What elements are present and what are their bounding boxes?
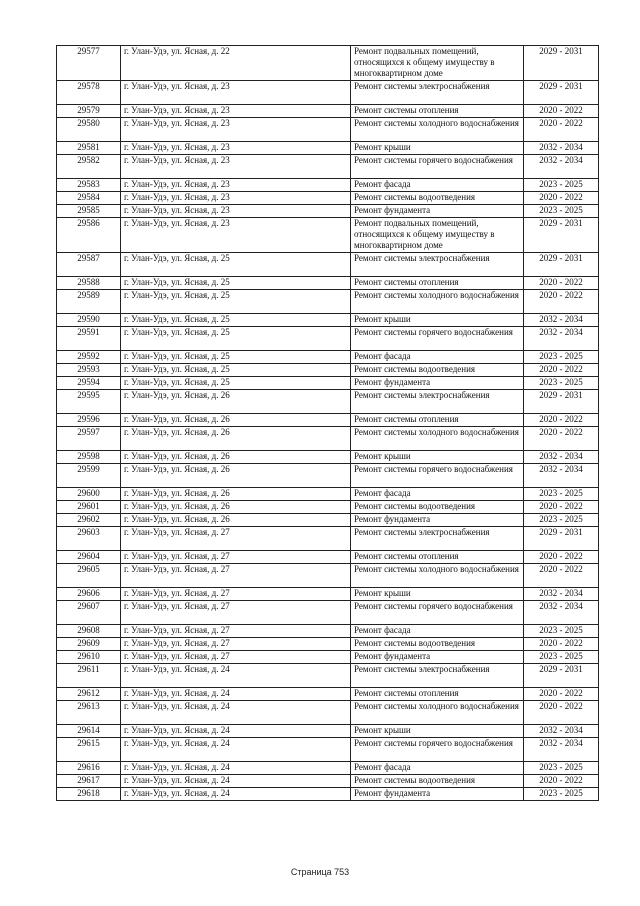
- work-type-cell: Ремонт системы холодного водоснабжения: [351, 427, 524, 451]
- address-cell: г. Улан-Удэ, ул. Ясная, д. 24: [121, 775, 351, 788]
- table-row: [57, 451, 599, 464]
- work-type-cell: Ремонт крыши: [351, 314, 524, 327]
- work-type-cell: Ремонт системы горячего водоснабжения: [351, 738, 524, 762]
- period-cell: 2023 - 2025: [524, 514, 599, 527]
- period-cell: 2032 - 2034: [524, 142, 599, 155]
- work-type-cell: Ремонт системы водоотведения: [351, 501, 524, 514]
- period-cell: 2020 - 2022: [524, 688, 599, 701]
- work-type-cell: Ремонт фасада: [351, 351, 524, 364]
- address-cell: г. Улан-Удэ, ул. Ясная, д. 23: [121, 155, 351, 179]
- table-row: [57, 327, 599, 351]
- table-row: [57, 601, 599, 625]
- table-row: [57, 105, 599, 118]
- table-row: [57, 738, 599, 762]
- row-number-cell: 29603: [57, 527, 121, 551]
- table-row: [57, 527, 599, 551]
- row-number-cell: 29618: [57, 788, 121, 801]
- period-cell: 2029 - 2031: [524, 81, 599, 105]
- table-row: [57, 377, 599, 390]
- work-type-cell: Ремонт фундамента: [351, 205, 524, 218]
- address-cell: г. Улан-Удэ, ул. Ясная, д. 23: [121, 81, 351, 105]
- table-row: [57, 788, 599, 801]
- row-number-cell: 29592: [57, 351, 121, 364]
- table-row: [57, 488, 599, 501]
- address-cell: г. Улан-Удэ, ул. Ясная, д. 23: [121, 179, 351, 192]
- period-cell: 2029 - 2031: [524, 46, 599, 81]
- row-number-cell: 29608: [57, 625, 121, 638]
- address-cell: г. Улан-Удэ, ул. Ясная, д. 24: [121, 788, 351, 801]
- table-row: [57, 762, 599, 775]
- table-row: [57, 118, 599, 142]
- address-cell: г. Улан-Удэ, ул. Ясная, д. 27: [121, 588, 351, 601]
- work-type-cell: Ремонт фасада: [351, 762, 524, 775]
- table-row: [57, 155, 599, 179]
- period-cell: 2023 - 2025: [524, 179, 599, 192]
- period-cell: 2032 - 2034: [524, 464, 599, 488]
- table-body: [57, 46, 599, 801]
- period-cell: 2023 - 2025: [524, 377, 599, 390]
- row-number-cell: 29607: [57, 601, 121, 625]
- address-cell: г. Улан-Удэ, ул. Ясная, д. 25: [121, 277, 351, 290]
- period-cell: 2032 - 2034: [524, 327, 599, 351]
- row-number-cell: 29581: [57, 142, 121, 155]
- table-row: [57, 314, 599, 327]
- period-cell: 2032 - 2034: [524, 155, 599, 179]
- table-row: [57, 205, 599, 218]
- period-cell: 2023 - 2025: [524, 651, 599, 664]
- table-row: [57, 253, 599, 277]
- period-cell: 2020 - 2022: [524, 564, 599, 588]
- address-cell: г. Улан-Удэ, ул. Ясная, д. 26: [121, 451, 351, 464]
- row-number-cell: 29594: [57, 377, 121, 390]
- address-cell: г. Улан-Удэ, ул. Ясная, д. 25: [121, 364, 351, 377]
- address-cell: г. Улан-Удэ, ул. Ясная, д. 24: [121, 725, 351, 738]
- period-cell: 2020 - 2022: [524, 701, 599, 725]
- period-cell: 2020 - 2022: [524, 775, 599, 788]
- address-cell: г. Улан-Удэ, ул. Ясная, д. 24: [121, 701, 351, 725]
- address-cell: г. Улан-Удэ, ул. Ясная, д. 24: [121, 688, 351, 701]
- period-cell: 2023 - 2025: [524, 205, 599, 218]
- table-row: [57, 46, 599, 81]
- address-cell: г. Улан-Удэ, ул. Ясная, д. 25: [121, 377, 351, 390]
- period-cell: 2023 - 2025: [524, 351, 599, 364]
- table-row: [57, 625, 599, 638]
- period-cell: 2029 - 2031: [524, 253, 599, 277]
- row-number-cell: 29606: [57, 588, 121, 601]
- table-row: [57, 588, 599, 601]
- table-row: [57, 551, 599, 564]
- work-type-cell: Ремонт подвальных помещений, относящихся к общему имуществу в многоквартирном доме: [351, 46, 524, 81]
- work-type-cell: Ремонт фасада: [351, 179, 524, 192]
- period-cell: 2029 - 2031: [524, 218, 599, 253]
- repair-schedule-table: [56, 45, 599, 801]
- address-cell: г. Улан-Удэ, ул. Ясная, д. 27: [121, 601, 351, 625]
- row-number-cell: 29588: [57, 277, 121, 290]
- table-row: [57, 142, 599, 155]
- table-row: [57, 701, 599, 725]
- address-cell: г. Улан-Удэ, ул. Ясная, д. 27: [121, 527, 351, 551]
- work-type-cell: Ремонт системы водоотведения: [351, 364, 524, 377]
- address-cell: г. Улан-Удэ, ул. Ясная, д. 27: [121, 551, 351, 564]
- table-row: [57, 218, 599, 253]
- row-number-cell: 29580: [57, 118, 121, 142]
- address-cell: г. Улан-Удэ, ул. Ясная, д. 26: [121, 414, 351, 427]
- table-row: [57, 364, 599, 377]
- table-row: [57, 290, 599, 314]
- period-cell: 2032 - 2034: [524, 451, 599, 464]
- address-cell: г. Улан-Удэ, ул. Ясная, д. 27: [121, 564, 351, 588]
- address-cell: г. Улан-Удэ, ул. Ясная, д. 26: [121, 488, 351, 501]
- period-cell: 2032 - 2034: [524, 314, 599, 327]
- row-number-cell: 29612: [57, 688, 121, 701]
- row-number-cell: 29617: [57, 775, 121, 788]
- table-row: [57, 664, 599, 688]
- address-cell: г. Улан-Удэ, ул. Ясная, д. 23: [121, 192, 351, 205]
- row-number-cell: 29579: [57, 105, 121, 118]
- table-row: [57, 501, 599, 514]
- page-number: Страница 753: [290, 867, 350, 877]
- work-type-cell: Ремонт фундамента: [351, 651, 524, 664]
- row-number-cell: 29593: [57, 364, 121, 377]
- address-cell: г. Улан-Удэ, ул. Ясная, д. 25: [121, 290, 351, 314]
- address-cell: г. Улан-Удэ, ул. Ясная, д. 25: [121, 314, 351, 327]
- row-number-cell: 29605: [57, 564, 121, 588]
- address-cell: г. Улан-Удэ, ул. Ясная, д. 24: [121, 762, 351, 775]
- period-cell: 2020 - 2022: [524, 364, 599, 377]
- work-type-cell: Ремонт крыши: [351, 142, 524, 155]
- work-type-cell: Ремонт системы электроснабжения: [351, 253, 524, 277]
- period-cell: 2020 - 2022: [524, 427, 599, 451]
- row-number-cell: 29600: [57, 488, 121, 501]
- address-cell: г. Улан-Удэ, ул. Ясная, д. 23: [121, 218, 351, 253]
- work-type-cell: Ремонт системы отопления: [351, 277, 524, 290]
- address-cell: г. Улан-Удэ, ул. Ясная, д. 27: [121, 625, 351, 638]
- period-cell: 2023 - 2025: [524, 762, 599, 775]
- work-type-cell: Ремонт системы электроснабжения: [351, 81, 524, 105]
- row-number-cell: 29602: [57, 514, 121, 527]
- address-cell: г. Улан-Удэ, ул. Ясная, д. 23: [121, 118, 351, 142]
- row-number-cell: 29615: [57, 738, 121, 762]
- row-number-cell: 29616: [57, 762, 121, 775]
- work-type-cell: Ремонт крыши: [351, 588, 524, 601]
- address-cell: г. Улан-Удэ, ул. Ясная, д. 26: [121, 514, 351, 527]
- table-row: [57, 725, 599, 738]
- row-number-cell: 29596: [57, 414, 121, 427]
- work-type-cell: Ремонт системы холодного водоснабжения: [351, 564, 524, 588]
- row-number-cell: 29590: [57, 314, 121, 327]
- period-cell: 2020 - 2022: [524, 105, 599, 118]
- work-type-cell: Ремонт фундамента: [351, 377, 524, 390]
- address-cell: г. Улан-Удэ, ул. Ясная, д. 26: [121, 427, 351, 451]
- work-type-cell: Ремонт системы отопления: [351, 551, 524, 564]
- period-cell: 2029 - 2031: [524, 390, 599, 414]
- row-number-cell: 29591: [57, 327, 121, 351]
- row-number-cell: 29585: [57, 205, 121, 218]
- row-number-cell: 29611: [57, 664, 121, 688]
- period-cell: 2020 - 2022: [524, 118, 599, 142]
- address-cell: г. Улан-Удэ, ул. Ясная, д. 26: [121, 390, 351, 414]
- work-type-cell: Ремонт системы холодного водоснабжения: [351, 290, 524, 314]
- row-number-cell: 29613: [57, 701, 121, 725]
- row-number-cell: 29586: [57, 218, 121, 253]
- period-cell: 2020 - 2022: [524, 638, 599, 651]
- address-cell: г. Улан-Удэ, ул. Ясная, д. 27: [121, 651, 351, 664]
- table-row: [57, 81, 599, 105]
- work-type-cell: Ремонт системы холодного водоснабжения: [351, 701, 524, 725]
- period-cell: 2029 - 2031: [524, 527, 599, 551]
- period-cell: 2032 - 2034: [524, 725, 599, 738]
- row-number-cell: 29599: [57, 464, 121, 488]
- work-type-cell: Ремонт системы горячего водоснабжения: [351, 601, 524, 625]
- row-number-cell: 29582: [57, 155, 121, 179]
- address-cell: г. Улан-Удэ, ул. Ясная, д. 23: [121, 142, 351, 155]
- work-type-cell: Ремонт фундамента: [351, 788, 524, 801]
- period-cell: 2020 - 2022: [524, 551, 599, 564]
- table-row: [57, 277, 599, 290]
- work-type-cell: Ремонт крыши: [351, 725, 524, 738]
- table-row: [57, 651, 599, 664]
- address-cell: г. Улан-Удэ, ул. Ясная, д. 23: [121, 105, 351, 118]
- period-cell: 2032 - 2034: [524, 588, 599, 601]
- row-number-cell: 29589: [57, 290, 121, 314]
- row-number-cell: 29609: [57, 638, 121, 651]
- table-row: [57, 390, 599, 414]
- address-cell: г. Улан-Удэ, ул. Ясная, д. 22: [121, 46, 351, 81]
- table-row: [57, 638, 599, 651]
- work-type-cell: Ремонт системы отопления: [351, 105, 524, 118]
- table-row: [57, 414, 599, 427]
- work-type-cell: Ремонт системы отопления: [351, 688, 524, 701]
- table-row: [57, 775, 599, 788]
- row-number-cell: 29614: [57, 725, 121, 738]
- table-row: [57, 179, 599, 192]
- address-cell: г. Улан-Удэ, ул. Ясная, д. 24: [121, 738, 351, 762]
- address-cell: г. Улан-Удэ, ул. Ясная, д. 25: [121, 327, 351, 351]
- address-cell: г. Улан-Удэ, ул. Ясная, д. 24: [121, 664, 351, 688]
- address-cell: г. Улан-Удэ, ул. Ясная, д. 25: [121, 351, 351, 364]
- work-type-cell: Ремонт подвальных помещений, относящихся к общему имуществу в многоквартирном доме: [351, 218, 524, 253]
- work-type-cell: Ремонт системы электроснабжения: [351, 527, 524, 551]
- address-cell: г. Улан-Удэ, ул. Ясная, д. 26: [121, 501, 351, 514]
- period-cell: 2020 - 2022: [524, 414, 599, 427]
- table-row: [57, 192, 599, 205]
- table-row: [57, 688, 599, 701]
- period-cell: 2020 - 2022: [524, 192, 599, 205]
- row-number-cell: 29601: [57, 501, 121, 514]
- table-row: [57, 564, 599, 588]
- row-number-cell: 29595: [57, 390, 121, 414]
- work-type-cell: Ремонт системы водоотведения: [351, 192, 524, 205]
- row-number-cell: 29587: [57, 253, 121, 277]
- work-type-cell: Ремонт системы электроснабжения: [351, 664, 524, 688]
- work-type-cell: Ремонт системы водоотведения: [351, 638, 524, 651]
- address-cell: г. Улан-Удэ, ул. Ясная, д. 27: [121, 638, 351, 651]
- work-type-cell: Ремонт системы холодного водоснабжения: [351, 118, 524, 142]
- table-row: [57, 351, 599, 364]
- address-cell: г. Улан-Удэ, ул. Ясная, д. 26: [121, 464, 351, 488]
- period-cell: 2020 - 2022: [524, 290, 599, 314]
- work-type-cell: Ремонт системы отопления: [351, 414, 524, 427]
- period-cell: 2020 - 2022: [524, 277, 599, 290]
- row-number-cell: 29577: [57, 46, 121, 81]
- work-type-cell: Ремонт системы горячего водоснабжения: [351, 155, 524, 179]
- work-type-cell: Ремонт фасада: [351, 625, 524, 638]
- work-type-cell: Ремонт системы электроснабжения: [351, 390, 524, 414]
- work-type-cell: Ремонт фасада: [351, 488, 524, 501]
- period-cell: 2023 - 2025: [524, 788, 599, 801]
- work-type-cell: Ремонт системы водоотведения: [351, 775, 524, 788]
- period-cell: 2029 - 2031: [524, 664, 599, 688]
- row-number-cell: 29578: [57, 81, 121, 105]
- row-number-cell: 29583: [57, 179, 121, 192]
- work-type-cell: Ремонт системы горячего водоснабжения: [351, 327, 524, 351]
- address-cell: г. Улан-Удэ, ул. Ясная, д. 25: [121, 253, 351, 277]
- row-number-cell: 29584: [57, 192, 121, 205]
- period-cell: 2032 - 2034: [524, 738, 599, 762]
- row-number-cell: 29610: [57, 651, 121, 664]
- table-row: [57, 514, 599, 527]
- work-type-cell: Ремонт фундамента: [351, 514, 524, 527]
- period-cell: 2032 - 2034: [524, 601, 599, 625]
- row-number-cell: 29598: [57, 451, 121, 464]
- table-row: [57, 427, 599, 451]
- work-type-cell: Ремонт крыши: [351, 451, 524, 464]
- work-type-cell: Ремонт системы горячего водоснабжения: [351, 464, 524, 488]
- row-number-cell: 29597: [57, 427, 121, 451]
- period-cell: 2023 - 2025: [524, 488, 599, 501]
- period-cell: 2023 - 2025: [524, 625, 599, 638]
- table-row: [57, 464, 599, 488]
- row-number-cell: 29604: [57, 551, 121, 564]
- period-cell: 2020 - 2022: [524, 501, 599, 514]
- address-cell: г. Улан-Удэ, ул. Ясная, д. 23: [121, 205, 351, 218]
